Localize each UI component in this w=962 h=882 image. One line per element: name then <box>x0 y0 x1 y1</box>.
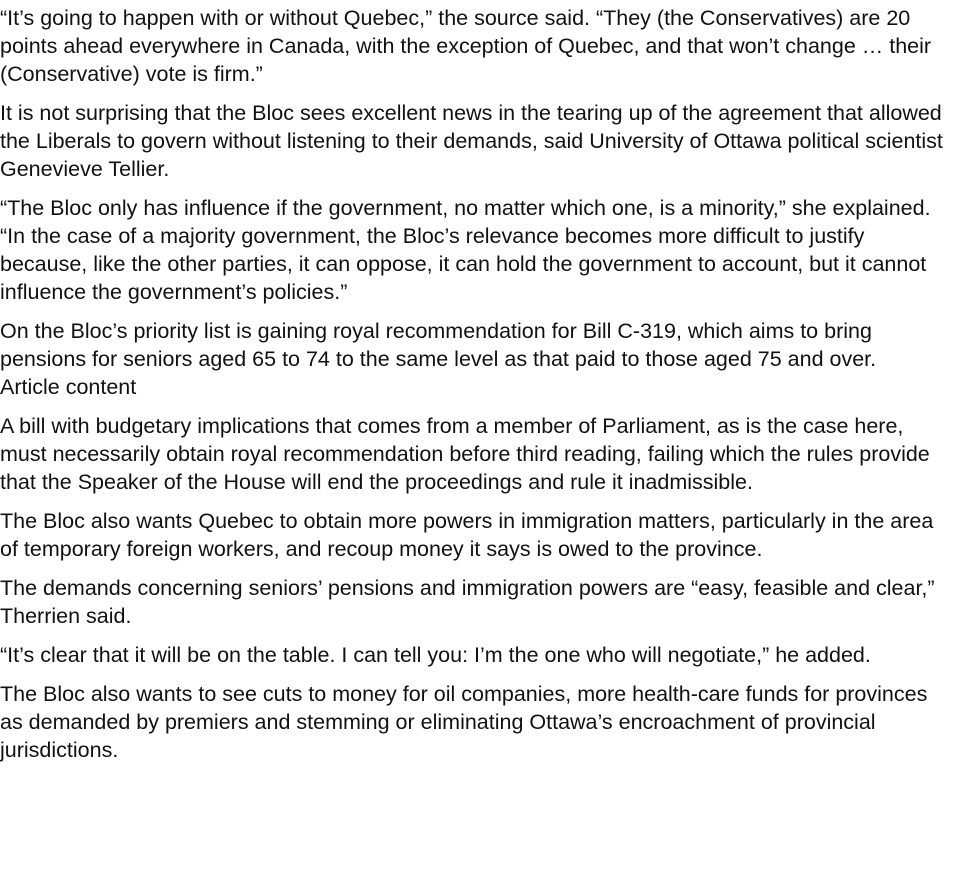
article-paragraph: “It’s clear that it will be on the table. I can tell you: I’m the one who will negotiate,” he added. <box>0 643 871 667</box>
article-paragraph: The demands concerning seniors’ pensions and immigration powers are “easy, feasible and clear,” Therrien said. <box>0 576 935 628</box>
article-paragraph: “It’s going to happen with or without Quebec,” the source said. “They (the Conservatives) are 20 points ahead everywhere in Canada, with the exception of Quebec, and that won’t change … their (Conservative) vote is firm.” <box>0 6 932 86</box>
article-paragraph: It is not surprising that the Bloc sees excellent news in the tearing up of the agreement that allowed the Liberals to govern without listening to their demands, said University of Ottawa political scientist Genevieve Tellier. <box>0 101 943 181</box>
article-paragraph: A bill with budgetary implications that comes from a member of Parliament, as is the case here, must necessarily obtain royal recommendation before third reading, failing which the rules provide that the Speaker of the House will end the proceedings and rule it inadmissible. <box>0 414 930 494</box>
article-paragraph: The Bloc also wants to see cuts to money for oil companies, more health-care funds for provinces as demanded by premiers and stemming or eliminating Ottawa’s encroachment of provincial jurisdictions. <box>0 682 928 762</box>
article-paragraph: “The Bloc only has influence if the government, no matter which one, is a minority,” she explained. “In the case of a majority government, the Bloc’s relevance becomes more difficult to justify because, like the other parties, it can oppose, it can hold the government to account, but it cannot influence the government’s policies.” <box>0 196 931 304</box>
article-paragraph: The Bloc also wants Quebec to obtain more powers in immigration matters, particularly in the area of temporary foreign workers, and recoup money it says is owed to the province. <box>0 509 934 561</box>
article-content-label: Article content <box>0 375 137 399</box>
article-paragraph: On the Bloc’s priority list is gaining royal recommendation for Bill C-319, which aims to bring pensions for seniors aged 65 to 74 to the same level as that paid to those aged 75 and over. <box>0 319 877 371</box>
